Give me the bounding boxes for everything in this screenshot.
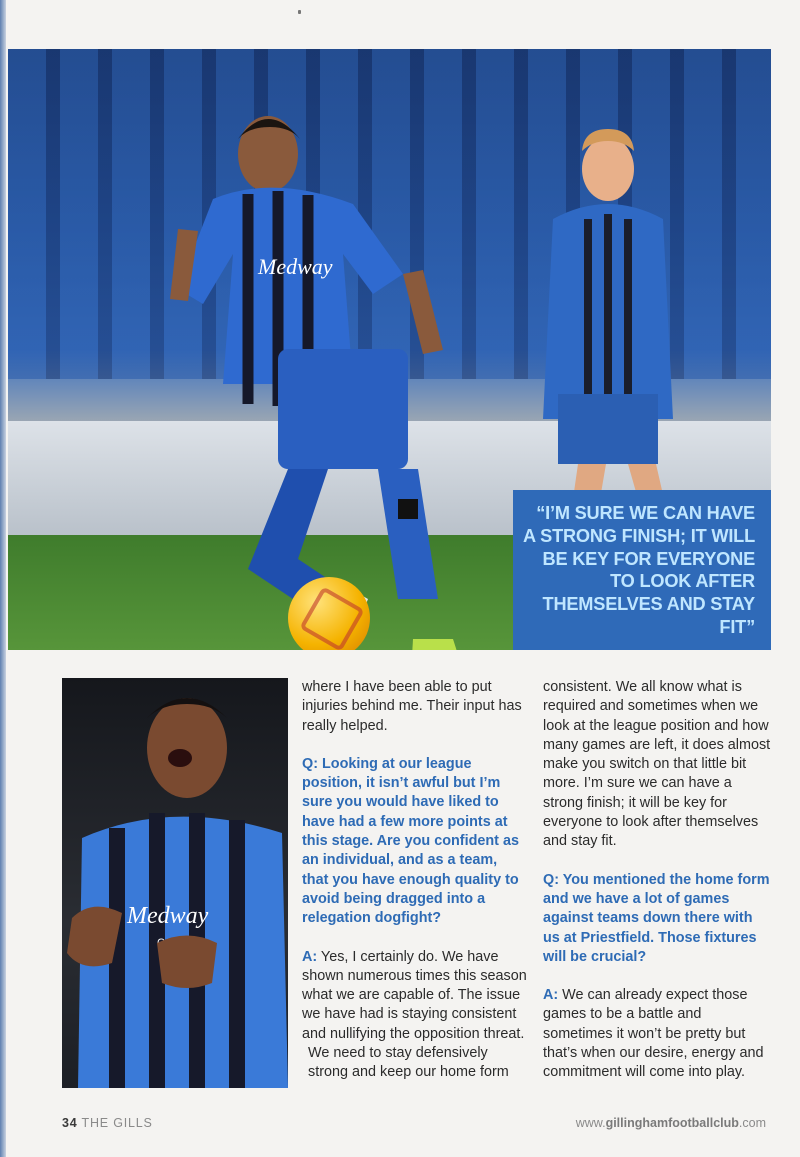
paragraph: where I have been able to put injuries behind me. Their input has really helped. <box>302 679 522 734</box>
celebrating-player <box>62 678 288 1088</box>
main-player <box>158 99 518 650</box>
answer-text: Yes, I certainly do. We have shown numerous times this season what we are capable of. The issue we have had is staying consistent and nullifying the opposition threat. <box>302 948 527 1042</box>
answer-2 <box>543 986 773 1082</box>
url-domain: gillinghamfootballclub <box>605 1116 739 1130</box>
answer-1-continued: We need to stay defensively strong and keep our home form <box>308 1045 509 1081</box>
article-column-1 <box>302 678 527 1083</box>
celebration-photo <box>62 678 288 1088</box>
magazine-name: THE GILLS <box>81 1116 153 1130</box>
football <box>288 577 370 650</box>
side-shirt-sponsor: Medway <box>127 903 209 929</box>
page-number: 34 <box>62 1116 78 1130</box>
answer-text: We can already expect those games to be a battle and sometimes it won’t be pretty but that’s when our desire, energy and commitment will come into play. <box>543 987 764 1081</box>
paragraph: consistent. We all know what is required and sometimes when we look at the league position and how many games are left, it does almost make you switch on that little bit more. I’m sure we can have a strong finish; it will be key for everyone to look after themselves and stay fit. <box>543 679 771 850</box>
pull-quote: “I’M SURE WE CAN HAVE A STRONG FINISH; IT WILL BE KEY FOR EVERYONE TO LOOK AFTER THEMSELVES AND STAY FIT” <box>523 503 755 637</box>
question-2: Q: You mentioned the home form and we have a lot of games against teams down there with us at Priestfield. Those fixtures will be crucial? <box>543 871 770 965</box>
answer-1 <box>302 948 527 1044</box>
website-url <box>576 1116 766 1130</box>
question-1: Q: Looking at our league position, it isn’t awful but I’m sure you would have liked to have had a few more points at this stage. Are you confident as an individual, and as a team, that you have enough quality to avoid being dragged into a relegation dogfight? <box>302 755 519 927</box>
answer-label: A: <box>302 948 318 965</box>
pull-quote-box <box>513 490 771 650</box>
article-column-2 <box>543 678 773 1083</box>
folio <box>62 1116 153 1130</box>
hero-shirt-sponsor: Medway <box>258 254 333 279</box>
page-edge <box>0 0 6 1157</box>
url-prefix: www. <box>575 1116 606 1130</box>
background-player <box>518 109 698 549</box>
url-suffix: .com <box>738 1116 766 1130</box>
answer-label: A: <box>543 987 559 1004</box>
print-mark <box>298 10 301 14</box>
